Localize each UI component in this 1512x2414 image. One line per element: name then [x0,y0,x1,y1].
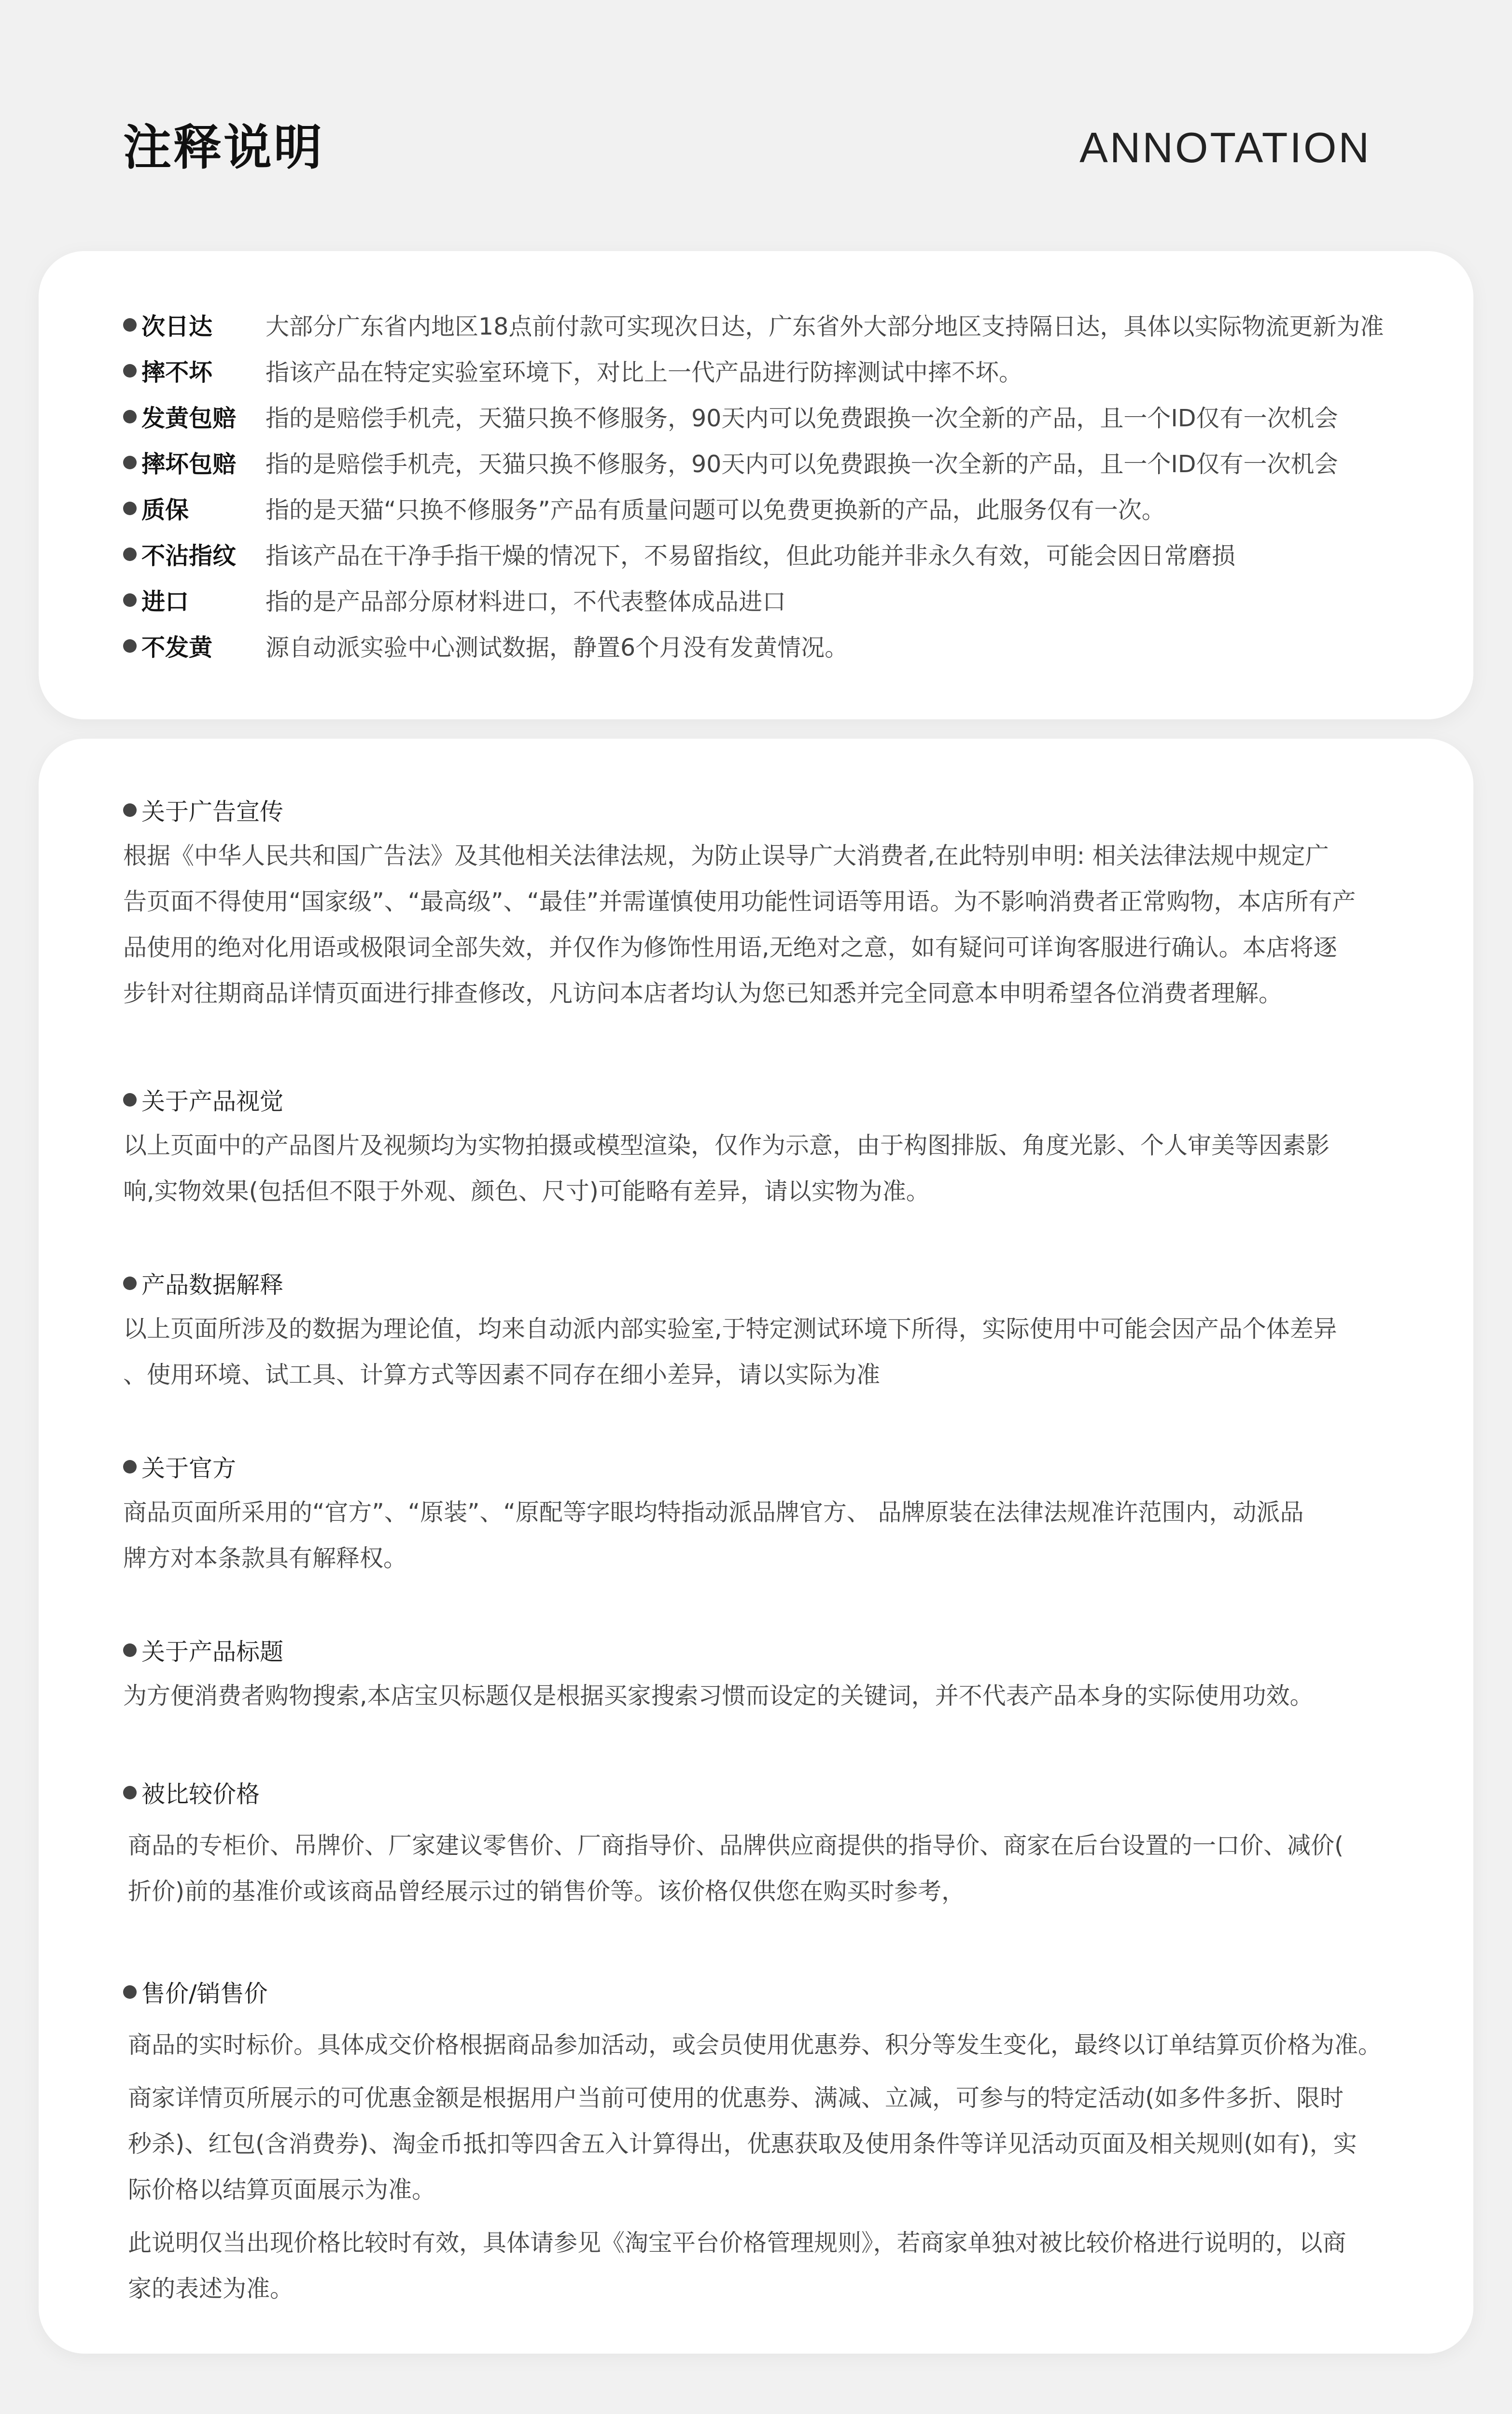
term-row [123,485,1427,531]
section-body: 以上页面所涉及的数据为理论值，均来自动派内部实验室,于特定测试环境下所得，实际使用中可能会因产品个体差异 、使用环境、试工具、计算方式等因素不同存在细小差异，请以实际为准 [123,1315,1337,1389]
section-official [123,1444,1456,1581]
bullet-icon [123,318,137,332]
terms-list [123,302,1427,669]
section-sale-price [123,1969,1456,2312]
section-body: 商品页面所采用的“官方”、“原装”、“原配等字眼均特指动派品牌官方、 品牌原装在法律法规准许范围内，动派品 牌方对本条款具有解释权。 [123,1499,1304,1572]
section-body: 根据《中华人民共和国广告法》及其他相关法律法规，为防止误导广大消费者,在此特别申明: 相关法律法规中规定广 告页面不得使用“国家级”、“最高级”、“最佳”并需谨慎使用功能性词语等用语。为不影响消费者正常购物，本店所有产 品使用的绝对化用语或极限词全部失效，并仅作为修饰性用语,无绝对之意，如有疑问可详询客服进行确认。本店将逐 步针对往期商品详情页面进行排查修改，凡访问本店者均认为您已知悉并完全同意本申明希望各位消费者理解。 [123,842,1356,1007]
term-desc: 指该产品在特定实验室环境下，对比上一代产品进行防摔测试中摔不坏。 [266,358,1023,386]
bullet-icon [123,364,137,378]
term-row [123,531,1427,577]
section-heading: 关于广告宣传 [141,798,284,826]
section-body: 商品的专柜价、吊牌价、厂家建议零售价、厂商指导价、品牌供应商提供的指导价、商家在后台设置的一口价、减价( 折价)前的基准价或该商品曾经展示过的销售价等。该价格仅供您在购买时参考， [128,1832,1344,1905]
terms-card [39,251,1473,719]
section-heading: 售价/销售价 [141,1979,268,2007]
section-heading: 关于产品标题 [141,1638,284,1666]
term-row [123,577,1427,623]
section-heading: 关于官方 [141,1454,237,1482]
bullet-icon [123,410,137,423]
term-name: 不沾指纹 [141,542,237,570]
bullet-icon [123,1460,137,1474]
bullet-icon [123,1093,137,1107]
term-row [123,393,1427,439]
bullet-icon [123,502,137,515]
section-heading: 关于产品视觉 [141,1087,284,1115]
term-desc: 指的是赔偿手机壳，天猫只换不修服务，90天内可以免费跟换一次全新的产品，且一个ID仅有一次机会 [266,404,1338,432]
section-heading: 产品数据解释 [141,1271,284,1299]
section-product-data [123,1260,1456,1398]
term-name: 进口 [141,588,189,616]
section-compared-price [123,1769,1456,1914]
bullet-icon [123,547,137,561]
term-name: 质保 [141,496,189,524]
section-body: 此说明仅当出现价格比较时有效，具体请参见《淘宝平台价格管理规则》，若商家单独对被比较价格进行说明的，以商 家的表述为准。 [128,2229,1346,2302]
section-product-visual [123,1077,1456,1214]
section-advertising [123,787,1456,1016]
term-desc: 大部分广东省内地区18点前付款可实现次日达，广东省外大部分地区支持隔日达，具体以实际物流更新为准 [266,312,1384,340]
term-desc: 源自动派实验中心测试数据，静置6个月没有发黄情况。 [266,633,849,661]
term-name: 摔不坏 [141,358,213,386]
term-row [123,348,1427,393]
bullet-icon [123,456,137,469]
bullet-icon [123,1985,137,1999]
bullet-icon [123,1277,137,1290]
section-body: 以上页面中的产品图片及视频均为实物拍摄或模型渲染，仅作为示意，由于构图排版、角度光影、个人审美等因素影 响,实物效果(包括但不限于外观、颜色、尺寸)可能略有差异，请以实物为准。 [123,1132,1330,1205]
term-row [123,439,1427,485]
bullet-icon [123,593,137,607]
term-row [123,302,1427,348]
page-header [0,0,1512,241]
section-product-title [123,1627,1456,1719]
page-subtitle: ANNOTATION [1079,124,1371,171]
term-desc: 指该产品在干净手指干燥的情况下，不易留指纹，但此功能并非永久有效，可能会因日常磨损 [266,542,1236,570]
section-body: 为方便消费者购物搜索,本店宝贝标题仅是根据买家搜索习惯而设定的关键词，并不代表产品本身的实际使用功效。 [123,1682,1314,1710]
section-heading: 被比较价格 [141,1780,260,1808]
bullet-icon [123,1643,137,1657]
section-body: 商家详情页所展示的可优惠金额是根据用户当前可使用的优惠券、满减、立减，可参与的特定活动(如多件多折、限时 秒杀)、红包(含消费券)、淘金币抵扣等四舍五入计算得出，优惠获取及使用条件等详见活动页面及相关规则(如有)，实 际价格以结算页面展示为准。 [128,2084,1357,2203]
term-desc: 指的是产品部分原材料进口，不代表整体成品进口 [266,588,786,616]
term-name: 摔坏包赔 [141,450,237,478]
bullet-icon [123,803,137,817]
page-title: 注释说明 [123,119,324,176]
term-desc: 指的是天猫“只换不修服务”产品有质量问题可以免费更换新的产品，此服务仅有一次。 [266,496,1165,524]
section-body: 商品的实时标价。具体成交价格根据商品参加活动，或会员使用优惠券、积分等发生变化，最终以订单结算页价格为准。 [128,2031,1382,2059]
term-name: 发黄包赔 [141,404,237,432]
term-row [123,623,1427,669]
term-name: 不发黄 [141,633,213,661]
term-name: 次日达 [141,312,213,340]
legal-notes-card [39,739,1473,2354]
bullet-icon [123,1786,137,1799]
bullet-icon [123,639,137,653]
term-desc: 指的是赔偿手机壳，天猫只换不修服务，90天内可以免费跟换一次全新的产品，且一个ID仅有一次机会 [266,450,1338,478]
